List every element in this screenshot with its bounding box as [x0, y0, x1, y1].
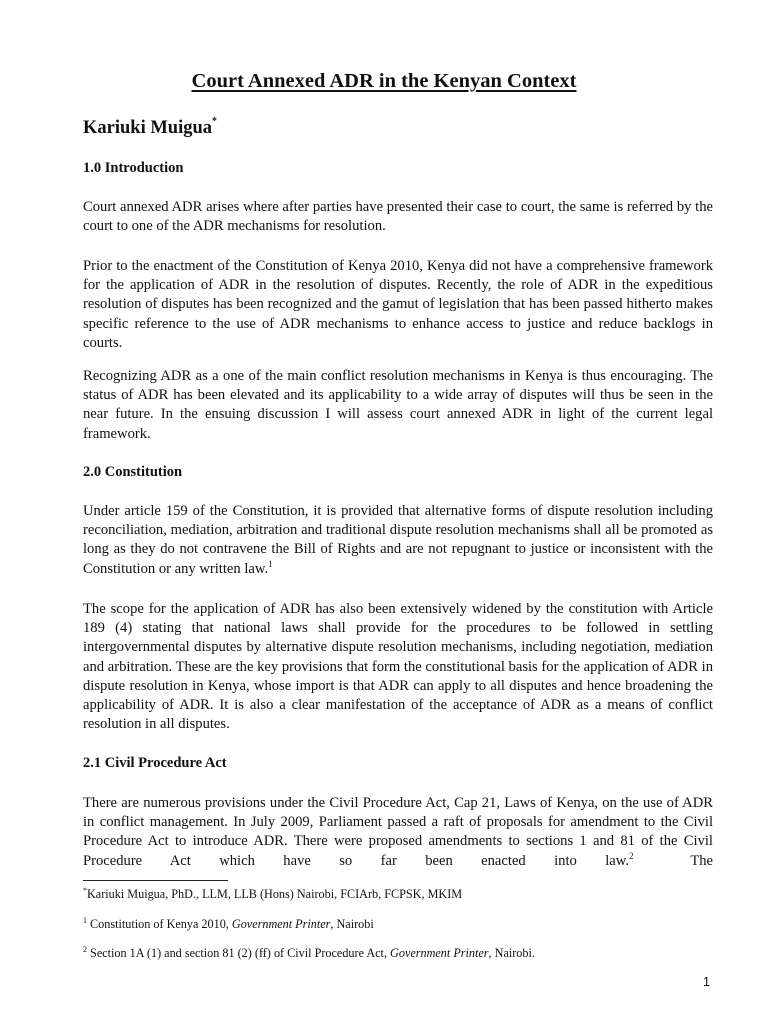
heading-constitution: 2.0 Constitution [83, 464, 183, 480]
heading-civil-procedure-act: 2.1 Civil Procedure Act [83, 755, 227, 771]
paragraph-constitution-2: The scope for the application of ADR has also been extensively widened by the constitution with Article 189 (4) stating that national laws shall provide for the procedures to be followed in settling intergovernmental disputes by alternative dispute resolution mechanisms, including negotiation, mediation and arbitration. These are the key provisions that form the constitutional basis for the application of ADR in dispute resolution in Kenya, whose import is that ADR can apply to all disputes and hence broadening the applicability of ADR. It is also a clear manifestation of the acceptance of ADR as a means of conflict resolution in all disputes. [83, 601, 713, 733]
author-name [83, 118, 217, 139]
footnote-separator [83, 880, 228, 881]
author-name-text: Kariuki Muigua [83, 118, 213, 139]
footnote-2 [83, 946, 535, 961]
footnote-2-text-b: , Nairobi. [488, 946, 535, 960]
footnote-1 [83, 917, 374, 932]
footnote-2-text-a: Section 1A (1) and section 81 (2) (ff) of Civil Procedure Act, [90, 946, 391, 960]
footnote-ref-2: 2 [629, 850, 634, 861]
footnote-2-italic: Government Printer [390, 946, 489, 960]
paragraph-intro-3: Recognizing ADR as a one of the main conflict resolution mechanisms in Kenya is thus encouraging. The status of ADR has been elevated and its applicability to a wide array of disputes will thus be seen in the near future. In the ensuing discussion I will assess court annexed ADR in light of the current legal framework. [83, 368, 713, 442]
paragraph-constitution-1 [83, 502, 713, 579]
heading-introduction: 1.0 Introduction [83, 160, 184, 176]
footnote-2-mark: 2 [83, 944, 87, 954]
paragraph-intro-2: Prior to the enactment of the Constitution of Kenya 2010, Kenya did not have a comprehensive framework for the application of ADR in the resolution of disputes. Recently, the role of ADR in the expeditious resolution of disputes has been recognized and the gamut of legislation that has been passed hitherto makes specific reference to the use of ADR mechanisms to enhance access to justice and reduce backlogs in courts. [83, 258, 713, 351]
paragraph-civil-1-tail: The [690, 852, 714, 869]
footnote-1-text-a: Constitution of Kenya 2010, [90, 917, 232, 931]
footnote-author-text: Kariuki Muigua, PhD., LLM, LLB (Hons) Nairobi, FCIArb, FCPSK, MKIM [87, 887, 463, 901]
footnote-1-text-b: , Nairobi [330, 917, 374, 931]
author-footnote-mark: * [212, 116, 218, 127]
footnote-author-mark: * [83, 885, 87, 895]
document-title: Court Annexed ADR in the Kenyan Context [191, 70, 577, 92]
footnote-author [83, 887, 462, 902]
page-number: 1 [703, 975, 710, 989]
footnote-1-mark: 1 [83, 915, 87, 925]
paragraph-civil-1-text: There are numerous provisions under the Civil Procedure Act, Cap 21, Laws of Kenya, on the use of ADR in conflict management. In July 2009, Parliament passed a raft of proposals for amendment to the Civil Procedure Act to introduce ADR. There were proposed amendments to sections 1 and 81 of the Civil Procedure Act which have so far been enacted into law. [83, 795, 713, 869]
paragraph-constitution-1-text: Under article 159 of the Constitution, it is provided that alternative forms of dispute resolution including reconciliation, mediation, arbitration and traditional dispute resolution mechanisms shall all be promoted as long as they do not contravene the Bill of Rights and are not repugnant to justice or inconsistent with the Constitution or any written law. [83, 503, 713, 577]
footnote-ref-1: 1 [268, 558, 273, 569]
footnote-1-italic: Government Printer [231, 917, 331, 931]
paragraph-intro-1: Court annexed ADR arises where after parties have presented their case to court, the same is referred by the court to one of the ADR mechanisms for resolution. [83, 199, 713, 235]
paragraph-civil-1 [83, 794, 713, 871]
